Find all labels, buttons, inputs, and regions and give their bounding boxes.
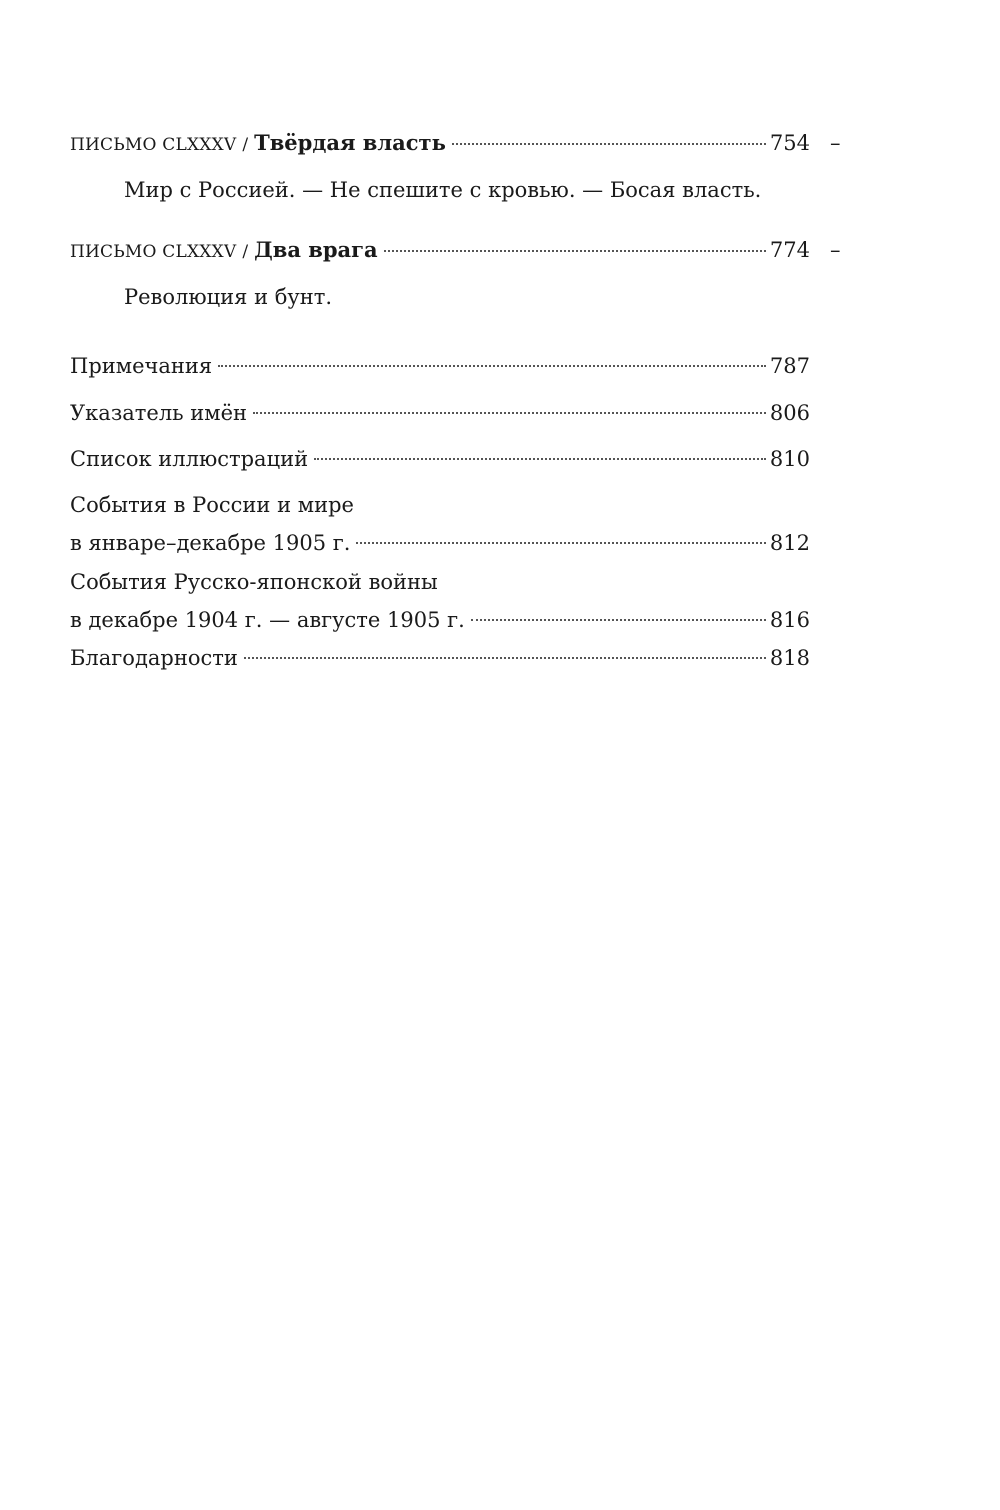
toc-entry-acknowledgements — [70, 639, 810, 677]
letter-heading — [70, 236, 810, 266]
letter-separator: / — [242, 242, 249, 262]
toc-letter-entry — [70, 129, 810, 204]
letter-label: ПИСЬМО CLXXXV — [70, 242, 237, 262]
toc-entry-name-index — [70, 394, 810, 432]
toc-entry-illustrations — [70, 440, 810, 478]
page-number: 810 — [769, 447, 810, 471]
toc-entry-notes — [70, 347, 810, 385]
letter-summary: Мир с Россией. — Не спешите с кровью. — Босая власть. — [124, 178, 762, 202]
letter-separator: / — [242, 135, 249, 155]
page-number: 774 — [769, 238, 810, 262]
entry-title-line: в январе–декабре 1905 г. — [70, 531, 351, 555]
dot-leader — [452, 143, 766, 145]
page-number: 812 — [769, 531, 810, 555]
letter-summary: Революция и бунт. — [124, 285, 333, 309]
dot-leader — [314, 458, 766, 460]
entry-title: Благодарности — [70, 646, 238, 670]
toc-entry-events-1905 — [70, 486, 810, 562]
dot-leader — [356, 542, 765, 544]
letter-heading — [70, 129, 810, 159]
letter-title: Два врага — [254, 237, 378, 262]
dot-leader — [244, 657, 766, 659]
entry-title-line: События Русско-японской войны — [70, 570, 438, 594]
dot-leader — [471, 619, 766, 621]
dot-leader — [218, 365, 766, 367]
entry-title-line: в декабре 1904 г. — августе 1905 г. — [70, 608, 465, 632]
dot-leader — [253, 412, 766, 414]
page-number: 754 — [769, 131, 810, 155]
margin-dash-mark: – — [830, 131, 841, 155]
margin-dash-mark: – — [830, 238, 841, 262]
toc-letter-entry — [70, 236, 810, 311]
page-number: 787 — [769, 354, 810, 378]
page-number: 806 — [769, 401, 810, 425]
entry-title: Указатель имён — [70, 401, 248, 425]
entry-title: Список иллюстраций — [70, 447, 309, 471]
letter-label: ПИСЬМО CLXXXV — [70, 135, 237, 155]
page-number: 818 — [769, 646, 810, 670]
page-number: 816 — [769, 608, 810, 632]
dot-leader — [384, 250, 766, 252]
entry-title: Примечания — [70, 354, 213, 378]
entry-title-line: События в России и мире — [70, 493, 354, 517]
toc-entry-war-events — [70, 563, 810, 639]
letter-title: Твёрдая власть — [254, 130, 446, 155]
